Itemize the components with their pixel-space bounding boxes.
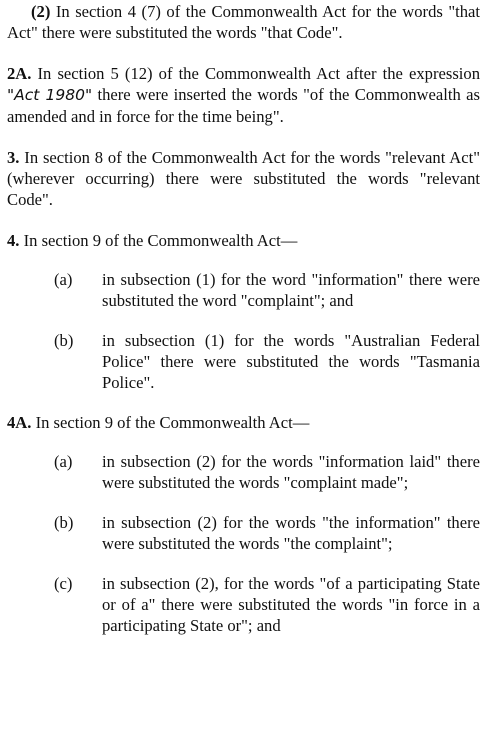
paragraph-text: In section 8 of the Commonwealth Act for the words "relevant Act" (wherever occurring) there were substituted the words "relevant Code". [7,148,480,209]
paragraph-number: 4. [7,231,20,250]
document-page [7,1,480,655]
list-item [54,269,480,311]
list-item [54,512,480,554]
paragraph-2a [7,63,480,127]
item-label: (c) [54,574,73,593]
paragraph-text: In section 5 (12) of the Commonwealth Act after the expression [31,64,480,83]
paragraph-4a [7,412,480,433]
item-label: (a) [54,452,73,471]
item-label: (a) [54,270,73,289]
list-item [54,330,480,393]
paragraph-text: In section 9 of the Commonwealth Act— [19,231,298,250]
paragraph-text: there were inserted the words "of the Commonwealth as amended and in force for the time being". [7,85,480,126]
item-text: in subsection (1) for the word "information" there were substituted the word "complaint"; and [102,270,480,310]
paragraph-number: 2A. [7,64,32,83]
paragraph-number: 3. [7,148,20,167]
paragraph-text: In section 9 of the Commonwealth Act— [31,413,310,432]
paragraph-text: In section 4 (7) of the Commonwealth Act for the words "that Act" there were substituted the words "that Code". [7,2,480,42]
item-text: in subsection (1) for the words "Australian Federal Police" there were substituted the words "Tasmania Police". [102,331,480,392]
item-text: in subsection (2) for the words "information laid" there were substituted the words "complaint made"; [102,452,480,492]
list-item [54,573,480,636]
item-label: (b) [54,513,74,532]
list-item [54,451,480,493]
italic-expression: "Act 1980" [7,86,93,104]
paragraph-3 [7,147,480,210]
paragraph-4 [7,230,480,251]
paragraph-2 [7,1,480,43]
paragraph-number: 4A. [7,413,32,432]
paragraph-number: (2) [31,2,51,21]
item-text: in subsection (2) for the words "the information" there were substituted the words "the complaint"; [102,513,480,553]
item-text: in subsection (2), for the words "of a participating State or of a" there were substituted the words "in force in a participating State or"; and [102,574,480,635]
item-label: (b) [54,331,74,350]
